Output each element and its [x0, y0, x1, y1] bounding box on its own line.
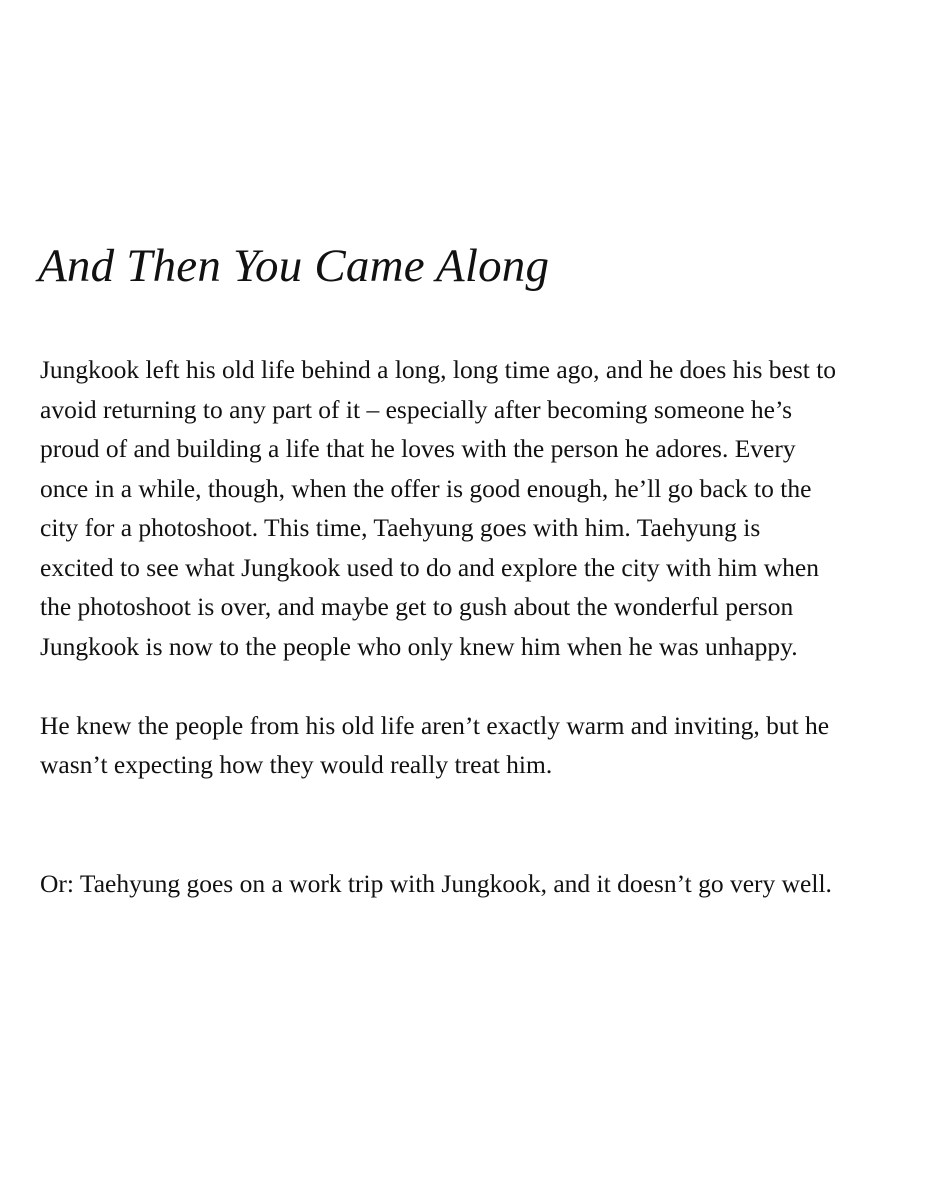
- summary-line: once in a while, though, when the offer is good enough, he’ll go back to the: [40, 473, 812, 503]
- summary-line: avoid returning to any part of it – especially after becoming someone he’s: [40, 394, 793, 424]
- summary-line: Jungkook left his old life behind a long, long time ago, and he does his best to: [40, 355, 837, 384]
- summary-line: excited to see what Jungkook used to do and explore the city with him when: [40, 552, 819, 582]
- summary-line: proud of and building a life that he loves with the person he adores. Every: [40, 434, 796, 463]
- summary-line: Or: Taehyung goes on a work trip with Jungkook, and it doesn’t go very well.: [40, 868, 832, 898]
- summary-line: He knew the people from his old life aren’t exactly warm and inviting, but he: [40, 710, 830, 740]
- summary-line: Jungkook is now to the people who only knew him when he was unhappy.: [40, 631, 798, 661]
- work-summary: [40, 350, 900, 903]
- summary-paragraph-2: [40, 706, 900, 785]
- summary-line: wasn’t expecting how they would really treat him.: [40, 750, 553, 779]
- summary-line: city for a photoshoot. This time, Taehyung goes with him. Taehyung is: [40, 513, 761, 542]
- summary-paragraph-1: [40, 350, 900, 666]
- summary-line: the photoshoot is over, and maybe get to gush about the wonderful person: [40, 592, 794, 621]
- work-title: And Then You Came Along: [38, 240, 550, 292]
- summary-alternate-line: [40, 864, 900, 904]
